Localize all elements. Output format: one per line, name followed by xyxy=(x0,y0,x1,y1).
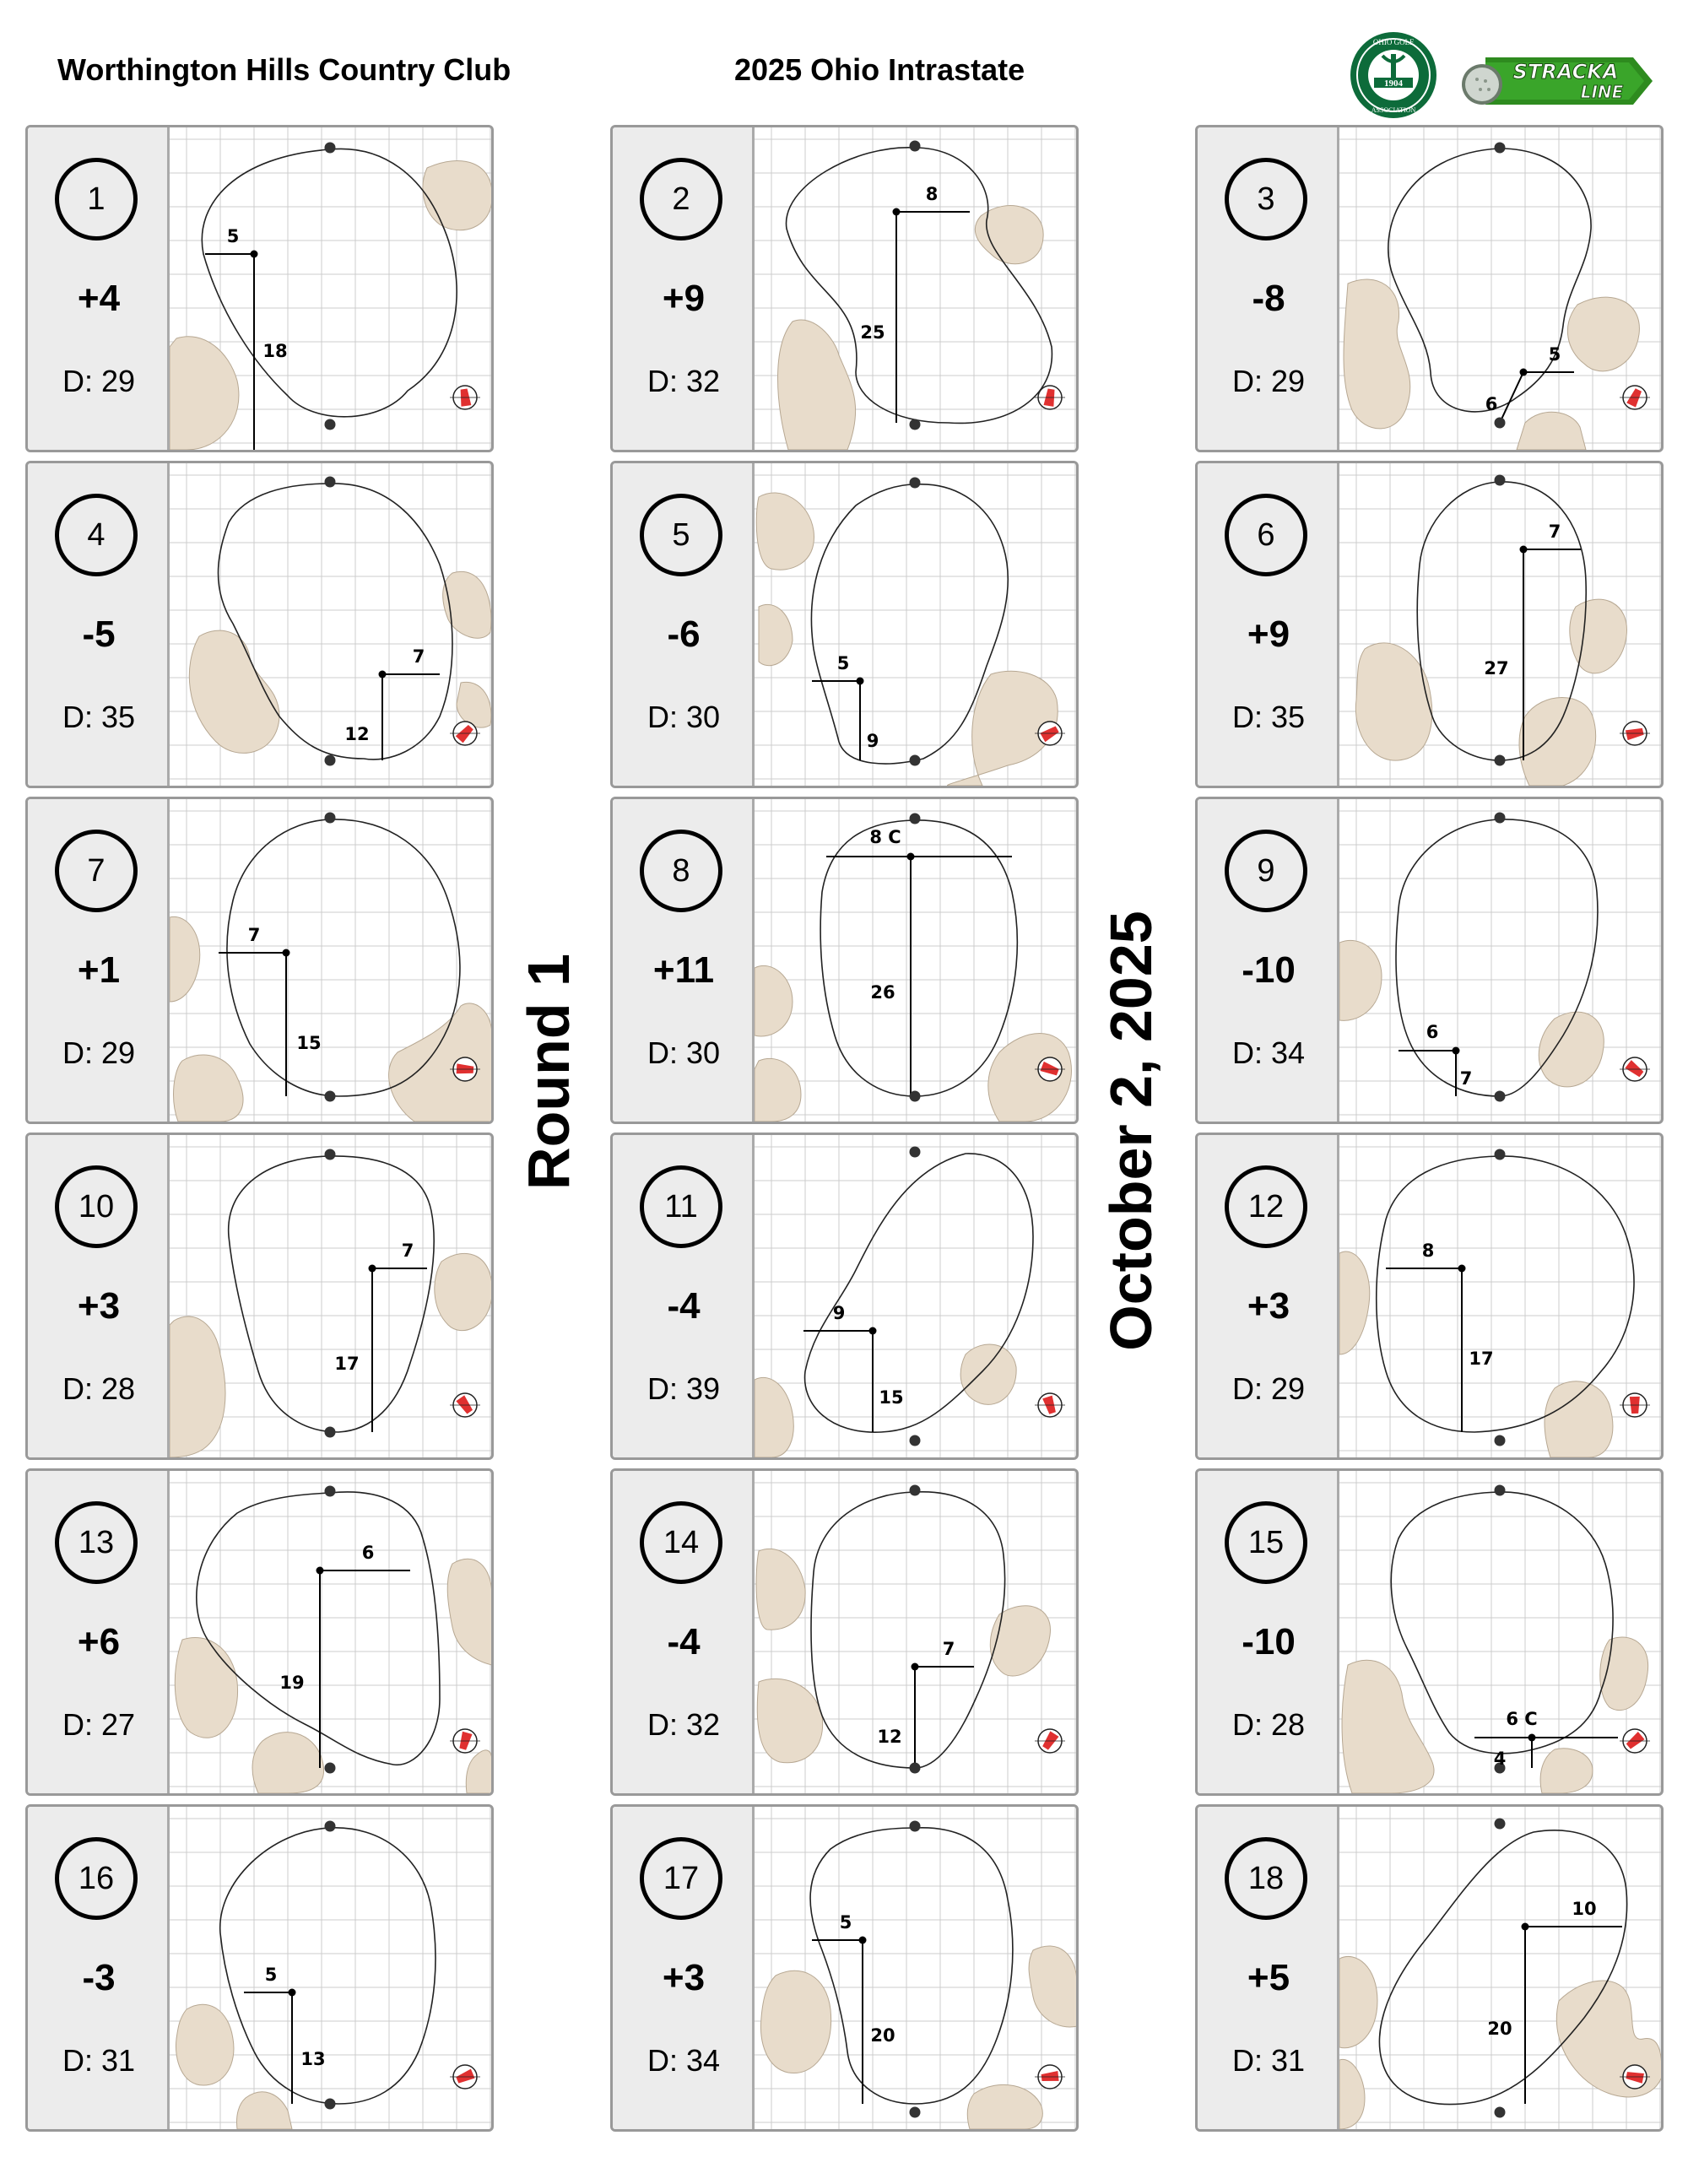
bunker xyxy=(756,1549,805,1630)
green-svg xyxy=(755,799,1076,1122)
hole-info-panel xyxy=(613,127,755,450)
pin-position xyxy=(857,678,864,685)
front-marker xyxy=(1495,418,1506,429)
green-diagram xyxy=(170,1135,491,1457)
pin-offset: -10 xyxy=(1242,949,1296,991)
green-depth: D: 29 xyxy=(1231,364,1306,398)
bunker xyxy=(466,1750,491,1793)
hole-info-panel xyxy=(28,799,170,1122)
green-svg xyxy=(170,127,491,450)
side-distance-label: 6 xyxy=(1426,1022,1439,1042)
hole-card-13 xyxy=(25,1468,494,1796)
bunker xyxy=(1567,297,1639,371)
pin-position xyxy=(869,1327,877,1335)
bunker xyxy=(755,965,793,1036)
green-outline xyxy=(197,1492,440,1765)
compass-icon xyxy=(450,1729,480,1753)
green-svg xyxy=(755,1807,1076,2129)
hole-card-17 xyxy=(610,1804,1079,2132)
grid-lines xyxy=(1339,1135,1661,1457)
green-outline xyxy=(1391,1492,1613,1754)
oga-year: 1904 xyxy=(1384,78,1403,89)
pin-position xyxy=(369,1265,376,1273)
green-svg xyxy=(170,1807,491,2129)
hole-info-panel xyxy=(28,463,170,786)
back-marker xyxy=(1495,475,1506,486)
side-distance-label: 7 xyxy=(412,646,425,667)
pin-position xyxy=(283,949,290,957)
bunker xyxy=(174,1055,243,1122)
compass-icon xyxy=(1035,2065,1065,2089)
front-marker xyxy=(910,419,921,430)
green-depth: D: 29 xyxy=(62,1035,136,1070)
green-depth: D: 31 xyxy=(62,2043,136,2078)
hole-info-panel xyxy=(613,1807,755,2129)
side-distance-label: 7 xyxy=(942,1639,955,1659)
back-marker xyxy=(1495,143,1506,154)
compass-icon xyxy=(1620,386,1650,409)
hole-number: 15 xyxy=(1225,1501,1307,1584)
green-diagram xyxy=(170,799,491,1122)
back-marker xyxy=(325,477,336,488)
depth-distance-label: 25 xyxy=(860,322,885,343)
pin-offset: +11 xyxy=(652,949,715,991)
hole-info-panel xyxy=(613,463,755,786)
green-svg xyxy=(755,1135,1076,1457)
green-outline xyxy=(220,1828,436,2104)
front-marker xyxy=(325,419,336,430)
hole-card-12 xyxy=(1195,1133,1664,1460)
green-diagram xyxy=(1339,1135,1661,1457)
green-depth: D: 39 xyxy=(647,1371,721,1406)
green-depth: D: 31 xyxy=(1231,2043,1306,2078)
hole-number: 9 xyxy=(1225,830,1307,912)
depth-distance-label: 12 xyxy=(344,724,370,744)
hole-card-11 xyxy=(610,1133,1079,1460)
hole-number: 16 xyxy=(55,1837,138,1920)
green-depth: D: 29 xyxy=(62,364,136,398)
depth-distance-label: 7 xyxy=(1459,1068,1473,1089)
pin-position xyxy=(379,671,387,678)
pin-offset: +1 xyxy=(77,949,121,991)
bunker xyxy=(170,1316,225,1457)
hole-number: 17 xyxy=(640,1837,722,1920)
hole-info-panel xyxy=(613,799,755,1122)
green-diagram xyxy=(1339,127,1661,450)
pin-position xyxy=(1453,1047,1460,1055)
green-svg xyxy=(1339,1807,1661,2129)
hole-info-panel xyxy=(1198,799,1339,1122)
depth-distance-label: 4 xyxy=(1493,1749,1507,1769)
side-distance-label: 5 xyxy=(839,1912,852,1933)
depth-distance-label: 12 xyxy=(877,1727,902,1747)
pin-offset: +5 xyxy=(1247,1957,1290,1998)
hole-card-4 xyxy=(25,461,494,788)
green-depth: D: 32 xyxy=(647,364,721,398)
hole-info-panel xyxy=(1198,127,1339,450)
bunker xyxy=(1029,1946,1076,2027)
hole-card-16 xyxy=(25,1804,494,2132)
hole-info-panel xyxy=(28,1471,170,1793)
back-marker xyxy=(1495,1485,1506,1496)
side-distance-label: 6 xyxy=(361,1543,375,1563)
depth-distance-label: 17 xyxy=(1469,1349,1494,1369)
green-diagram xyxy=(755,463,1076,786)
green-svg xyxy=(1339,1135,1661,1457)
hole-number: 1 xyxy=(55,158,138,241)
hole-card-9 xyxy=(1195,797,1664,1124)
hole-number: 4 xyxy=(55,494,138,576)
hole-number: 14 xyxy=(640,1501,722,1584)
hole-info-panel xyxy=(1198,1135,1339,1457)
side-distance-label: 9 xyxy=(832,1303,846,1323)
green-diagram xyxy=(170,463,491,786)
pin-position xyxy=(1520,369,1528,376)
stracka-line-logo xyxy=(1460,51,1654,111)
bunker xyxy=(755,1058,801,1122)
back-marker xyxy=(325,1149,336,1160)
green-depth: D: 27 xyxy=(62,1707,136,1742)
bunker xyxy=(457,682,491,727)
green-diagram xyxy=(1339,1471,1661,1793)
bunker xyxy=(967,2084,1042,2129)
back-marker xyxy=(910,1821,921,1832)
side-distance-label: 8 xyxy=(925,184,939,204)
grid-lines xyxy=(170,1471,491,1793)
green-outline xyxy=(810,1828,1013,2104)
bunker xyxy=(778,320,856,450)
side-distance-label: 10 xyxy=(1572,1899,1597,1919)
date-label: October 2, 2025 xyxy=(1098,911,1164,1351)
pin-offset: -4 xyxy=(667,1285,701,1327)
side-distance-label: 5 xyxy=(836,653,850,673)
hole-card-6 xyxy=(1195,461,1664,788)
green-diagram xyxy=(755,1807,1076,2129)
hole-number: 12 xyxy=(1225,1165,1307,1248)
hole-number: 3 xyxy=(1225,158,1307,241)
green-diagram xyxy=(755,1471,1076,1793)
green-svg xyxy=(1339,463,1661,786)
depth-distance-label: 15 xyxy=(879,1387,904,1408)
green-diagram xyxy=(170,1471,491,1793)
green-svg xyxy=(1339,127,1661,450)
green-svg xyxy=(170,1135,491,1457)
bunker xyxy=(175,1637,237,1738)
hole-info-panel xyxy=(28,127,170,450)
green-diagram xyxy=(170,127,491,450)
green-depth: D: 28 xyxy=(1231,1707,1306,1742)
front-marker xyxy=(910,2107,921,2118)
back-marker xyxy=(910,1147,921,1158)
green-diagram xyxy=(170,1807,491,2129)
round-label: Round 1 xyxy=(516,954,582,1190)
front-marker xyxy=(325,1763,336,1774)
bunker xyxy=(1545,1381,1613,1457)
green-depth: D: 29 xyxy=(1231,1371,1306,1406)
pin-position xyxy=(1522,1923,1529,1931)
pin-position xyxy=(893,208,901,216)
green-outline xyxy=(202,149,457,416)
green-svg xyxy=(755,1471,1076,1793)
side-distance-label: 7 xyxy=(401,1241,414,1261)
front-marker xyxy=(910,755,921,766)
hole-card-7 xyxy=(25,797,494,1124)
hole-info-panel xyxy=(28,1135,170,1457)
green-svg xyxy=(755,127,1076,450)
hole-card-2 xyxy=(610,125,1079,452)
depth-distance-label: 15 xyxy=(296,1033,322,1053)
pin-position xyxy=(1528,1734,1536,1742)
bunker xyxy=(170,337,239,450)
pin-offset: -6 xyxy=(667,614,701,655)
hole-card-1 xyxy=(25,125,494,452)
green-svg xyxy=(170,463,491,786)
bunker xyxy=(755,1377,793,1457)
hole-card-15 xyxy=(1195,1468,1664,1796)
back-marker xyxy=(325,143,336,154)
bunker xyxy=(1519,698,1596,787)
hole-info-panel xyxy=(1198,1471,1339,1793)
pin-offset: +9 xyxy=(662,278,706,319)
depth-distance-label: 17 xyxy=(334,1354,360,1374)
hole-card-10 xyxy=(25,1133,494,1460)
club-name: Worthington Hills Country Club xyxy=(57,52,511,87)
pin-position xyxy=(859,1937,867,1944)
hole-card-3 xyxy=(1195,125,1664,452)
compass-icon xyxy=(1035,386,1065,409)
depth-distance-label: 9 xyxy=(866,731,879,751)
hole-number: 8 xyxy=(640,830,722,912)
front-marker xyxy=(1495,1091,1506,1102)
line-text: LINE xyxy=(1580,82,1624,102)
hole-card-18 xyxy=(1195,1804,1664,2132)
depth-distance-label: 20 xyxy=(870,2025,895,2046)
hole-number: 2 xyxy=(640,158,722,241)
compass-icon xyxy=(450,2065,480,2089)
pin-offset: +6 xyxy=(77,1621,121,1662)
pin-position xyxy=(907,853,915,861)
green-diagram xyxy=(1339,463,1661,786)
green-depth: D: 28 xyxy=(62,1371,136,1406)
ohio-golf-association-logo xyxy=(1349,30,1438,120)
hole-info-panel xyxy=(1198,463,1339,786)
bunker xyxy=(1344,279,1410,429)
hole-number: 11 xyxy=(640,1165,722,1248)
bunker xyxy=(1600,1637,1648,1711)
pin-position xyxy=(289,1989,296,1997)
pin-position xyxy=(912,1663,919,1671)
green-svg xyxy=(1339,799,1661,1122)
hole-card-14 xyxy=(610,1468,1079,1796)
grid-lines xyxy=(1339,799,1661,1122)
compass-icon xyxy=(450,1393,480,1417)
bunker xyxy=(176,2004,233,2085)
pin-offset: +3 xyxy=(1247,1285,1290,1327)
hole-card-5 xyxy=(610,461,1079,788)
depth-distance-label: 26 xyxy=(870,982,895,1003)
back-marker xyxy=(325,1486,336,1497)
green-svg xyxy=(170,799,491,1122)
back-marker xyxy=(1495,813,1506,824)
hole-info-panel xyxy=(613,1471,755,1793)
depth-distance-label: 6 xyxy=(1485,394,1498,414)
front-marker xyxy=(325,755,336,766)
compass-icon xyxy=(1620,1393,1650,1417)
pin-position xyxy=(251,251,258,258)
event-name: 2025 Ohio Intrastate xyxy=(734,52,1025,87)
front-marker xyxy=(910,1091,921,1102)
back-marker xyxy=(1495,1149,1506,1160)
pin-offset: +3 xyxy=(77,1285,121,1327)
side-distance-label: 5 xyxy=(1548,344,1561,365)
green-depth: D: 35 xyxy=(1231,700,1306,734)
back-marker xyxy=(910,814,921,824)
green-outline xyxy=(820,820,1017,1096)
bunker xyxy=(1540,1749,1593,1793)
back-marker xyxy=(325,813,336,824)
green-diagram xyxy=(1339,799,1661,1122)
green-depth: D: 35 xyxy=(62,700,136,734)
bunker xyxy=(389,1003,491,1122)
hole-number: 5 xyxy=(640,494,722,576)
hole-number: 18 xyxy=(1225,1837,1307,1920)
bunker xyxy=(757,1679,822,1762)
bunker xyxy=(1339,1956,1377,2047)
side-distance-label: 5 xyxy=(226,226,240,246)
green-diagram xyxy=(755,1135,1076,1457)
front-marker xyxy=(1495,755,1506,766)
bunker xyxy=(1339,1251,1370,1354)
green-outline xyxy=(811,1492,1005,1768)
back-marker xyxy=(910,1485,921,1496)
green-diagram xyxy=(1339,1807,1661,2129)
compass-icon xyxy=(1035,1393,1065,1417)
green-diagram xyxy=(755,799,1076,1122)
back-marker xyxy=(325,1821,336,1832)
pin-position xyxy=(316,1567,324,1575)
green-svg xyxy=(755,463,1076,786)
grid-lines xyxy=(755,1135,1076,1457)
depth-distance-label: 13 xyxy=(300,2049,326,2069)
front-marker xyxy=(1495,1435,1506,1446)
bunker xyxy=(435,1253,491,1330)
pin-offset: +3 xyxy=(662,1957,706,1998)
green-depth: D: 30 xyxy=(647,700,721,734)
side-distance-label: 6 C xyxy=(1506,1709,1538,1729)
pin-offset: -4 xyxy=(667,1621,701,1662)
bunker xyxy=(975,206,1043,264)
bunker xyxy=(1339,940,1382,1020)
pin-offset: -8 xyxy=(1252,278,1285,319)
compass-icon xyxy=(1620,722,1650,745)
depth-distance-label: 18 xyxy=(262,341,288,361)
hole-info-panel xyxy=(28,1807,170,2129)
compass-icon xyxy=(1620,1057,1650,1081)
depth-distance-label: 20 xyxy=(1487,2019,1512,2039)
front-marker xyxy=(325,1091,336,1102)
green-diagram xyxy=(755,127,1076,450)
grid-lines xyxy=(755,1807,1076,2129)
back-marker xyxy=(910,478,921,489)
green-depth: D: 30 xyxy=(647,1035,721,1070)
bunker xyxy=(423,161,491,230)
oga-text-bottom: ASSOCIATION xyxy=(1371,106,1416,114)
side-distance-label: 8 C xyxy=(869,827,901,847)
stracka-text: STRACKA xyxy=(1512,60,1619,84)
back-marker xyxy=(1495,1819,1506,1830)
hole-info-panel xyxy=(613,1135,755,1457)
hole-number: 13 xyxy=(55,1501,138,1584)
hole-number: 6 xyxy=(1225,494,1307,576)
compass-icon xyxy=(1620,1729,1650,1753)
bunker xyxy=(759,604,793,665)
green-svg xyxy=(1339,1471,1661,1793)
bunker xyxy=(1539,1012,1604,1087)
bunker xyxy=(447,1559,491,1665)
side-distance-label: 8 xyxy=(1421,1241,1435,1261)
hole-number: 7 xyxy=(55,830,138,912)
green-depth: D: 34 xyxy=(1231,1035,1306,1070)
hole-number: 10 xyxy=(55,1165,138,1248)
pin-position xyxy=(1520,546,1528,554)
pin-offset: -10 xyxy=(1242,1621,1296,1662)
compass-icon xyxy=(1035,1729,1065,1753)
hole-info-panel xyxy=(1198,1807,1339,2129)
front-marker xyxy=(910,1435,921,1446)
back-marker xyxy=(910,141,921,152)
green-depth: D: 32 xyxy=(647,1707,721,1742)
side-distance-label: 7 xyxy=(247,925,261,945)
green-outline xyxy=(229,1156,434,1432)
bunker xyxy=(252,1733,324,1793)
front-marker xyxy=(325,2099,336,2110)
bunker xyxy=(760,1970,830,2073)
bunker xyxy=(960,1344,1016,1404)
bunker xyxy=(236,2092,292,2129)
oga-text-top: OHIO GOLF xyxy=(1372,38,1415,46)
compass-icon xyxy=(450,386,480,409)
front-marker xyxy=(325,1427,336,1438)
depth-distance-label: 19 xyxy=(279,1673,305,1693)
side-distance-label: 7 xyxy=(1548,522,1561,542)
pin-offset: -5 xyxy=(82,614,116,655)
bunker xyxy=(1570,599,1627,673)
bunker xyxy=(1517,412,1586,450)
depth-measure-line xyxy=(1500,372,1523,423)
pin-offset: -3 xyxy=(82,1957,116,1998)
green-depth: D: 34 xyxy=(647,2043,721,2078)
front-marker xyxy=(910,1763,921,1774)
front-marker xyxy=(1495,2107,1506,2118)
hole-card-8 xyxy=(610,797,1079,1124)
depth-distance-label: 27 xyxy=(1484,658,1509,678)
bunker xyxy=(170,916,200,1002)
bunker xyxy=(1342,1660,1434,1793)
pin-position xyxy=(1458,1265,1466,1273)
bunker xyxy=(1339,2059,1365,2129)
pin-offset: +4 xyxy=(77,278,121,319)
pin-offset: +9 xyxy=(1247,614,1290,655)
green-svg xyxy=(170,1471,491,1793)
side-distance-label: 5 xyxy=(264,1965,278,1985)
